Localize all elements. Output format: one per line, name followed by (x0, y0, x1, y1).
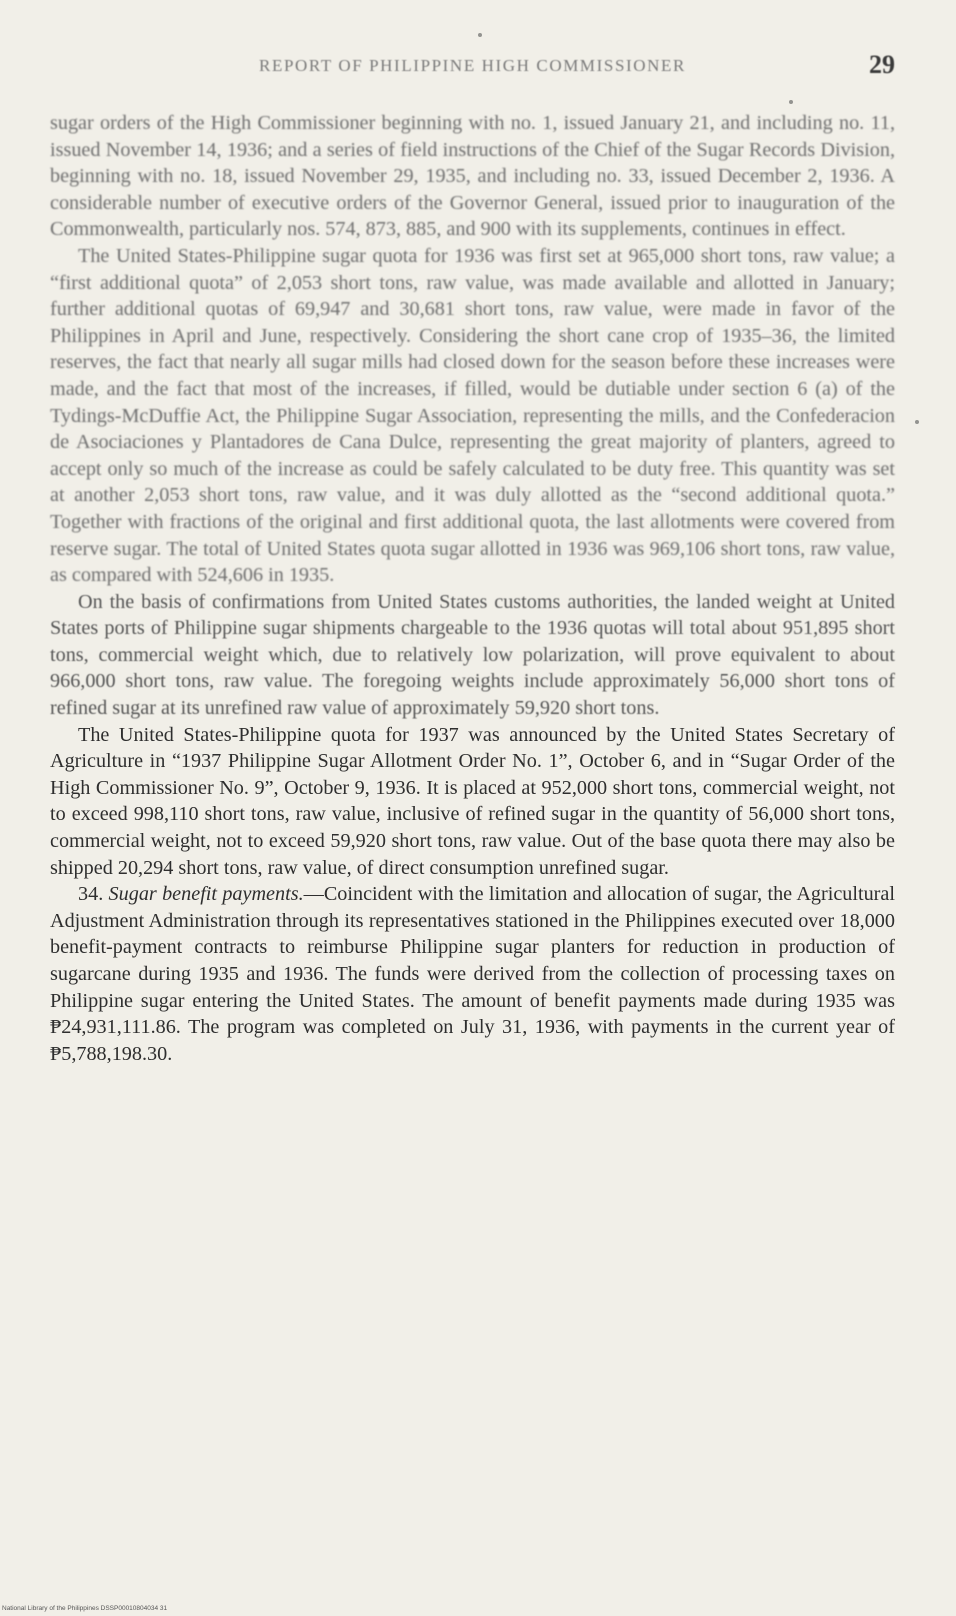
page-number: 29 (869, 50, 895, 79)
scan-speck (915, 420, 919, 424)
paragraph: sugar orders of the High Commissioner beginning with no. 1, issued January 21, and including no. 11, issued November 14, 1936; and a series of field instructions of the Chief of the Sugar Records Division, beginning with no. 18, issued November 29, 1935, and including no. 33, issued December 2, 1936. A considerable number of executive orders of the Governor General, issued prior to inauguration of the Commonwealth, particularly nos. 574, 873, 885, and 900 with its supplements, continues in effect. (50, 112, 895, 241)
section-34-paragraph (50, 881, 895, 1067)
paragraph: The United States-Philippine quota for 1937 was announced by the United States Secretary of Agriculture in “1937 Philippine Sugar Allotment Order No. 1”, October 6, and in “Sugar Order of the High Commissioner No. 9”, October 9, 1936. It is placed at 952,000 short tons, commercial weight, not to exceed 998,110 short tons, raw value, inclusive of refined sugar in the quantity of 56,000 short tons, commercial weight, not to exceed 59,920 short tons, raw value. Out of the base quota there may also be shipped 20,294 short tons, raw value, of direct consumption unrefined sugar. (50, 723, 895, 879)
paragraph: On the basis of confirmations from United States customs authorities, the landed weight at United States ports of Philippine sugar shipments chargeable to the 1936 quotas will total about 951,895 short tons, commercial weight which, due to relatively low polarization, will prove equivalent to about 966,000 short tons, raw value. The foregoing weights include approximately 56,000 short tons of refined sugar at its unrefined raw value of approximately 59,920 short tons. (50, 590, 895, 720)
body-text (50, 110, 895, 1067)
running-title: REPORT OF PHILIPPINE HIGH COMMISSIONER (259, 56, 686, 75)
paragraph: The United States-Philippine sugar quota for 1936 was first set at 965,000 short tons, raw value; a “first additional quota” of 2,053 short tons, raw value, was made available and allotted in January; further additional quotas of 69,947 and 30,681 short tons, raw value, were made in favor of the Philippines in April and June, respectively. Considering the short cane crop of 1935–36, the limited reserves, the fact that nearly all sugar mills had closed down for the season before these increases were made, and the fact that most of the increases, if filled, would be dutiable under section 6 (a) of the Tydings-McDuffie Act, the Philippine Sugar Association, representing the mills, and the Confederacion de Asociaciones y Plantadores de Cana Dulce, representing the great majority of planters, agreed to accept only so much of the increase as could be safely calculated to be duty free. This quantity was set at another 2,053 short tons, raw value, and it was duly allotted as the “second additional quota.” Together with fractions of the original and first additional quota, the last allotments were covered from reserve sugar. The total of United States quota sugar allotted in 1936 was 969,106 short tons, raw value, as compared with 524,606 in 1935. (50, 244, 895, 587)
running-head (50, 50, 895, 84)
scan-speck (478, 33, 482, 37)
scan-credit: National Library of the Philippines DSSP00010804034 31 (2, 1605, 168, 1612)
section-heading: Sugar benefit payments. (108, 883, 304, 906)
section-number: 34. (78, 883, 104, 906)
scan-speck (789, 100, 793, 104)
section-text: —Coincident with the limitation and allocation of sugar, the Agricultural Adjustment Administration through its representatives stationed in the Philippines executed over 18,000 benefit-payment contracts to reimburse Philippine sugar planters for reduction in production of sugarcane during 1935 and 1936. The funds were derived from the collection of processing taxes on Philippine sugar entering the United States. The amount of benefit payments made during 1935 was ₱24,931,111.86. The program was completed on July 31, 1936, with payments in the current year of ₱5,788,198.30. (50, 883, 895, 1065)
